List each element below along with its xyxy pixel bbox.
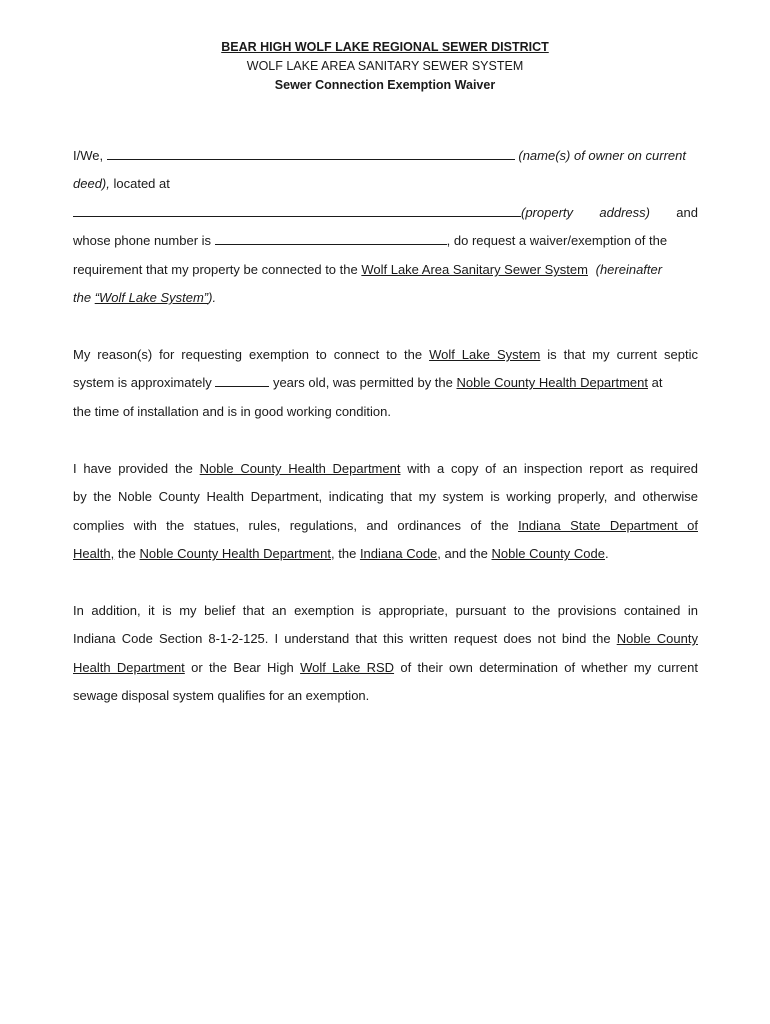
connector-text: , the — [331, 546, 357, 561]
property-address-field[interactable] — [73, 203, 521, 217]
belief-line-4: sewage disposal system qualifies for an exemption. — [73, 688, 370, 703]
deed-hint: deed), — [73, 176, 110, 191]
system-age-label: system is approximately — [73, 375, 212, 390]
belief-line-1: In addition, it is my belief that an exemption is appropriate, pursuant to the provisions contained in — [73, 603, 698, 618]
belief-text: Indiana Code Section 8-1-2-125. I understand that this written request does not bind the — [73, 631, 611, 646]
ncdh-ref-cont: Health Department — [73, 660, 185, 675]
wolf-lake-system-ref: Wolf Lake System — [429, 347, 541, 362]
isdh-ref: Indiana State Department of — [518, 518, 698, 533]
wolf-lake-rsd-ref: Wolf Lake RSD — [300, 660, 395, 675]
definition-close: ). — [208, 290, 217, 305]
ncdh-ref: Noble County Health Department — [199, 461, 401, 476]
hereinafter-text: (hereinafter — [595, 262, 663, 277]
belief-line-2 — [73, 629, 698, 649]
deed-line — [73, 174, 698, 194]
form-title: Sewer Connection Exemption Waiver — [274, 78, 496, 92]
period: . — [604, 546, 609, 561]
address-hint: address) — [599, 205, 650, 220]
reason-line-1 — [73, 345, 698, 365]
wolf-lake-system-definition: “Wolf Lake System” — [94, 290, 209, 305]
indiana-code-ref: Indiana Code — [359, 546, 438, 561]
property-hint: (property — [521, 205, 574, 220]
phone-label: whose phone number is — [73, 233, 212, 248]
at-word: at — [651, 375, 663, 390]
district-name: BEAR HIGH WOLF LAKE REGIONAL SEWER DISTRICT — [221, 40, 549, 54]
document-header — [0, 38, 770, 95]
ncdh-ref: Noble County — [616, 631, 698, 646]
reason-text: My reason(s) for requesting exemption to connect to the — [73, 347, 423, 362]
definition-line — [73, 288, 698, 308]
years-old-text: years old, was permitted by the — [269, 375, 453, 390]
owner-name-line — [73, 146, 698, 166]
and-word: and — [676, 205, 698, 220]
phone-number-field[interactable] — [215, 231, 447, 245]
noble-county-code-ref: Noble County Code — [491, 546, 605, 561]
inspection-line-1 — [73, 459, 698, 479]
determination-text: of their own determination of whether my current — [400, 660, 698, 675]
system-name: WOLF LAKE AREA SANITARY SEWER SYSTEM — [246, 59, 524, 73]
phone-post-text: , do request a waiver/exemption of the — [446, 233, 668, 248]
phone-line — [73, 231, 698, 251]
belief-line-3 — [73, 658, 698, 678]
property-address-line — [73, 203, 698, 223]
system-age-field[interactable] — [215, 373, 269, 387]
ncdh-ref: Noble County Health Department — [456, 375, 648, 390]
reason-text-post: is that my current septic — [547, 347, 698, 362]
the-word: the — [73, 290, 92, 305]
owner-name-hint: (name(s) of owner on current — [518, 148, 686, 163]
requirement-line — [73, 260, 698, 280]
isdh-ref-cont: Health, — [73, 546, 115, 561]
inspection-text-post: with a copy of an inspection report as required — [407, 461, 698, 476]
bear-high-text: or the Bear High — [191, 660, 294, 675]
inspection-line-3 — [73, 516, 698, 536]
connector-text: the — [114, 546, 136, 561]
reason-line-3: the time of installation and is in good working condition. — [73, 404, 391, 419]
owner-name-field[interactable] — [107, 146, 515, 160]
wolf-lake-area-system-link: Wolf Lake Area Sanitary Sewer System — [361, 262, 588, 277]
complies-text: complies with the statues, rules, regulations, and ordinances of the — [73, 518, 509, 533]
reason-line-2 — [73, 373, 698, 393]
located-at-label: located at — [109, 176, 170, 191]
connector-text: , and the — [437, 546, 488, 561]
inspection-text: I have provided the — [73, 461, 193, 476]
inspection-line-4 — [73, 544, 698, 564]
inspection-line-2: by the Noble County Health Department, indicating that my system is working properly, and otherwise — [73, 489, 698, 504]
ncdh-ref: Noble County Health Department — [139, 546, 332, 561]
requirement-text: requirement that my property be connected to the — [73, 262, 358, 277]
iwe-label: I/We, — [73, 148, 104, 163]
